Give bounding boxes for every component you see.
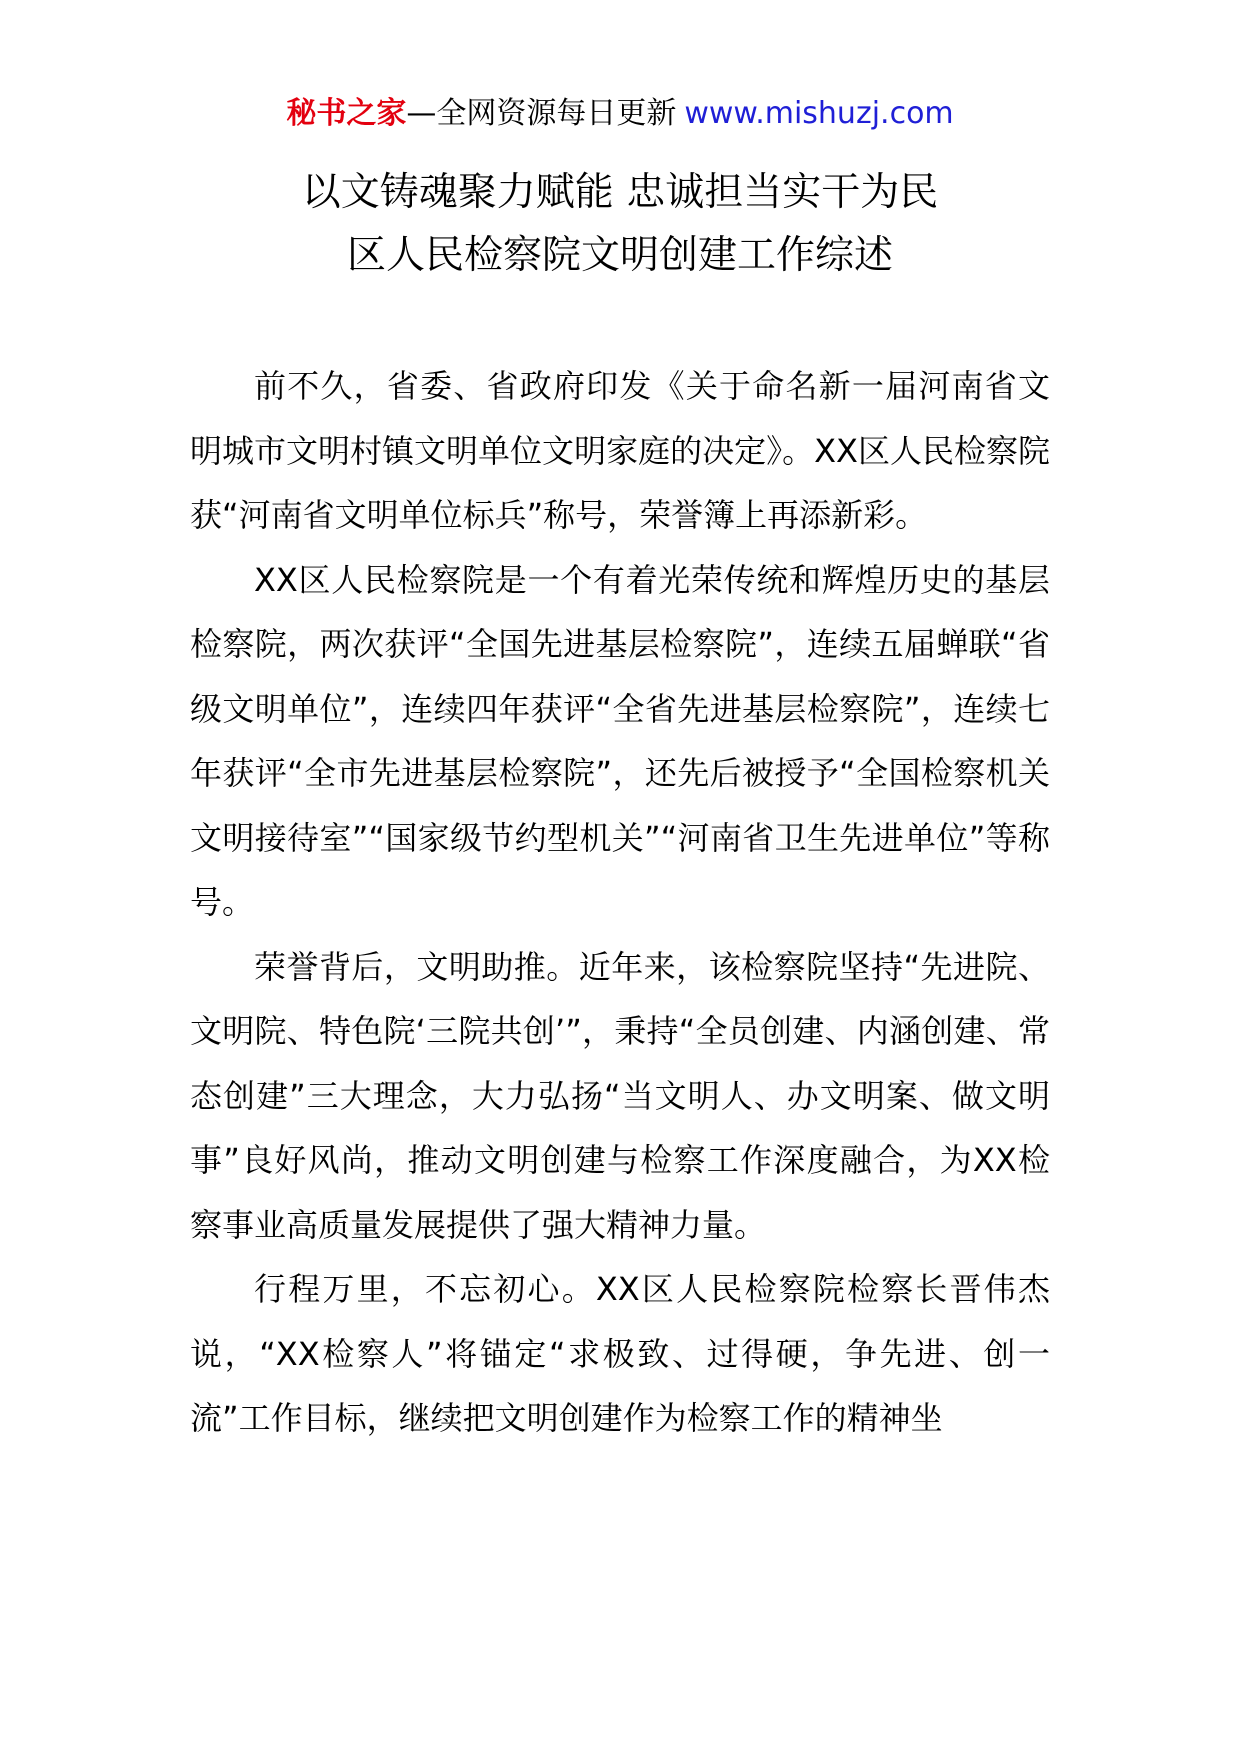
paragraph: 荣誉背后，文明助推。近年来，该检察院坚持“先进院、文明院、特色院‘三院共创’”，秉持“全员创建、内涵创建、常态创建”三大理念，大力弘扬“当文明人、办文明案、做文明事”良好风尚，推动文明创建与检察工作深度融合，为XX检察事业高质量发展提供了强大精神力量。 (190, 947, 1050, 1244)
paragraph: XX区人民检察院是一个有着光荣传统和辉煌历史的基层检察院，两次获评“全国先进基层检察院”，连续五届蝉联“省级文明单位”，连续四年获评“全省先进基层检察院”，连续七年获评“全市先进基层检察院”，还先后被授予“全国检察机关文明接待室”“国家级节约型机关”“河南省卫生先进单位”等称号。 (190, 560, 1050, 921)
document-title-line-2: 区人民检察院文明创建工作综述 (346, 233, 893, 278)
site-header (0, 94, 1240, 134)
site-tagline: —全网资源每日更新 (406, 96, 677, 131)
paragraph: 前不久，省委、省政府印发《关于命名新一届河南省文明城市文明村镇文明单位文明家庭的决定》。XX区人民检察院获“河南省文明单位标兵”称号，荣誉簿上再添新彩。 (190, 367, 1050, 534)
document-title-line-1: 以文铸魂聚力赋能 忠诚担当实干为民 (301, 170, 939, 215)
paragraph: 行程万里，不忘初心。XX区人民检察院检察长晋伟杰说，“XX检察人”将锚定“求极致、过得硬，争先进、创一流”工作目标，继续把文明创建作为检察工作的精神坐 (190, 1270, 1050, 1437)
site-url-link[interactable]: www.mishuzj.com (684, 96, 954, 131)
document-body (190, 354, 1050, 1451)
site-brand: 秘书之家 (286, 96, 407, 131)
